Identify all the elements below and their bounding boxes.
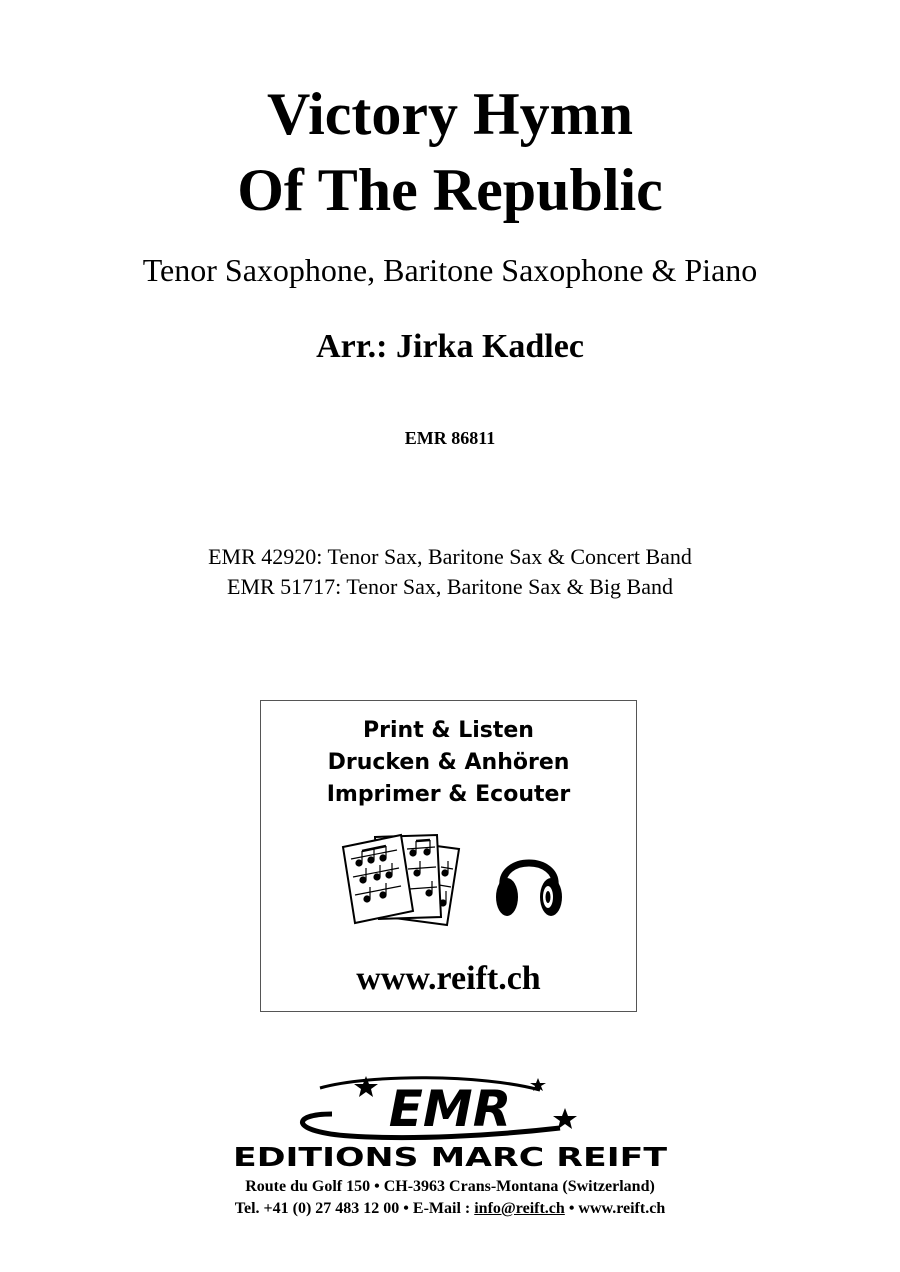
publisher-address: Route du Golf 150 • CH-3963 Crans-Montana (Switzerland)	[245, 1178, 655, 1195]
promo-line: Imprimer & Ecouter	[326, 782, 571, 807]
promo-line: Print & Listen	[363, 718, 534, 743]
title-line-2: Of The Republic	[237, 157, 663, 223]
website-text: • www.reift.ch	[564, 1200, 666, 1217]
publisher-name: EDITIONS MARC REIFT	[233, 1143, 668, 1170]
telephone-text: Tel. +41 (0) 27 483 12 00 • E-Mail :	[234, 1200, 475, 1217]
catalog-number: EMR 86811	[404, 428, 496, 448]
logo-emr-text: EMR	[388, 1080, 512, 1138]
related-edition: EMR 51717: Tenor Sax, Baritone Sax & Big Band	[227, 574, 673, 599]
arranger-credit: Arr.: Jirka Kadlec	[316, 328, 584, 365]
email-link[interactable]: info@reift.ch	[474, 1200, 565, 1217]
related-edition: EMR 42920: Tenor Sax, Baritone Sax & Concert Band	[208, 544, 692, 569]
headphones-icon	[493, 841, 565, 921]
emr-logo	[220, 1070, 680, 1170]
promo-line: Drucken & Anhören	[327, 750, 570, 775]
sheet-music-icon	[341, 833, 471, 927]
website-url[interactable]: www.reift.ch	[356, 960, 541, 997]
title-line-1: Victory Hymn	[266, 81, 634, 147]
instrumentation-subtitle: Tenor Saxophone, Baritone Saxophone & Piano	[142, 252, 758, 288]
publisher-contact	[0, 1198, 900, 1220]
print-listen-box	[260, 700, 637, 1012]
